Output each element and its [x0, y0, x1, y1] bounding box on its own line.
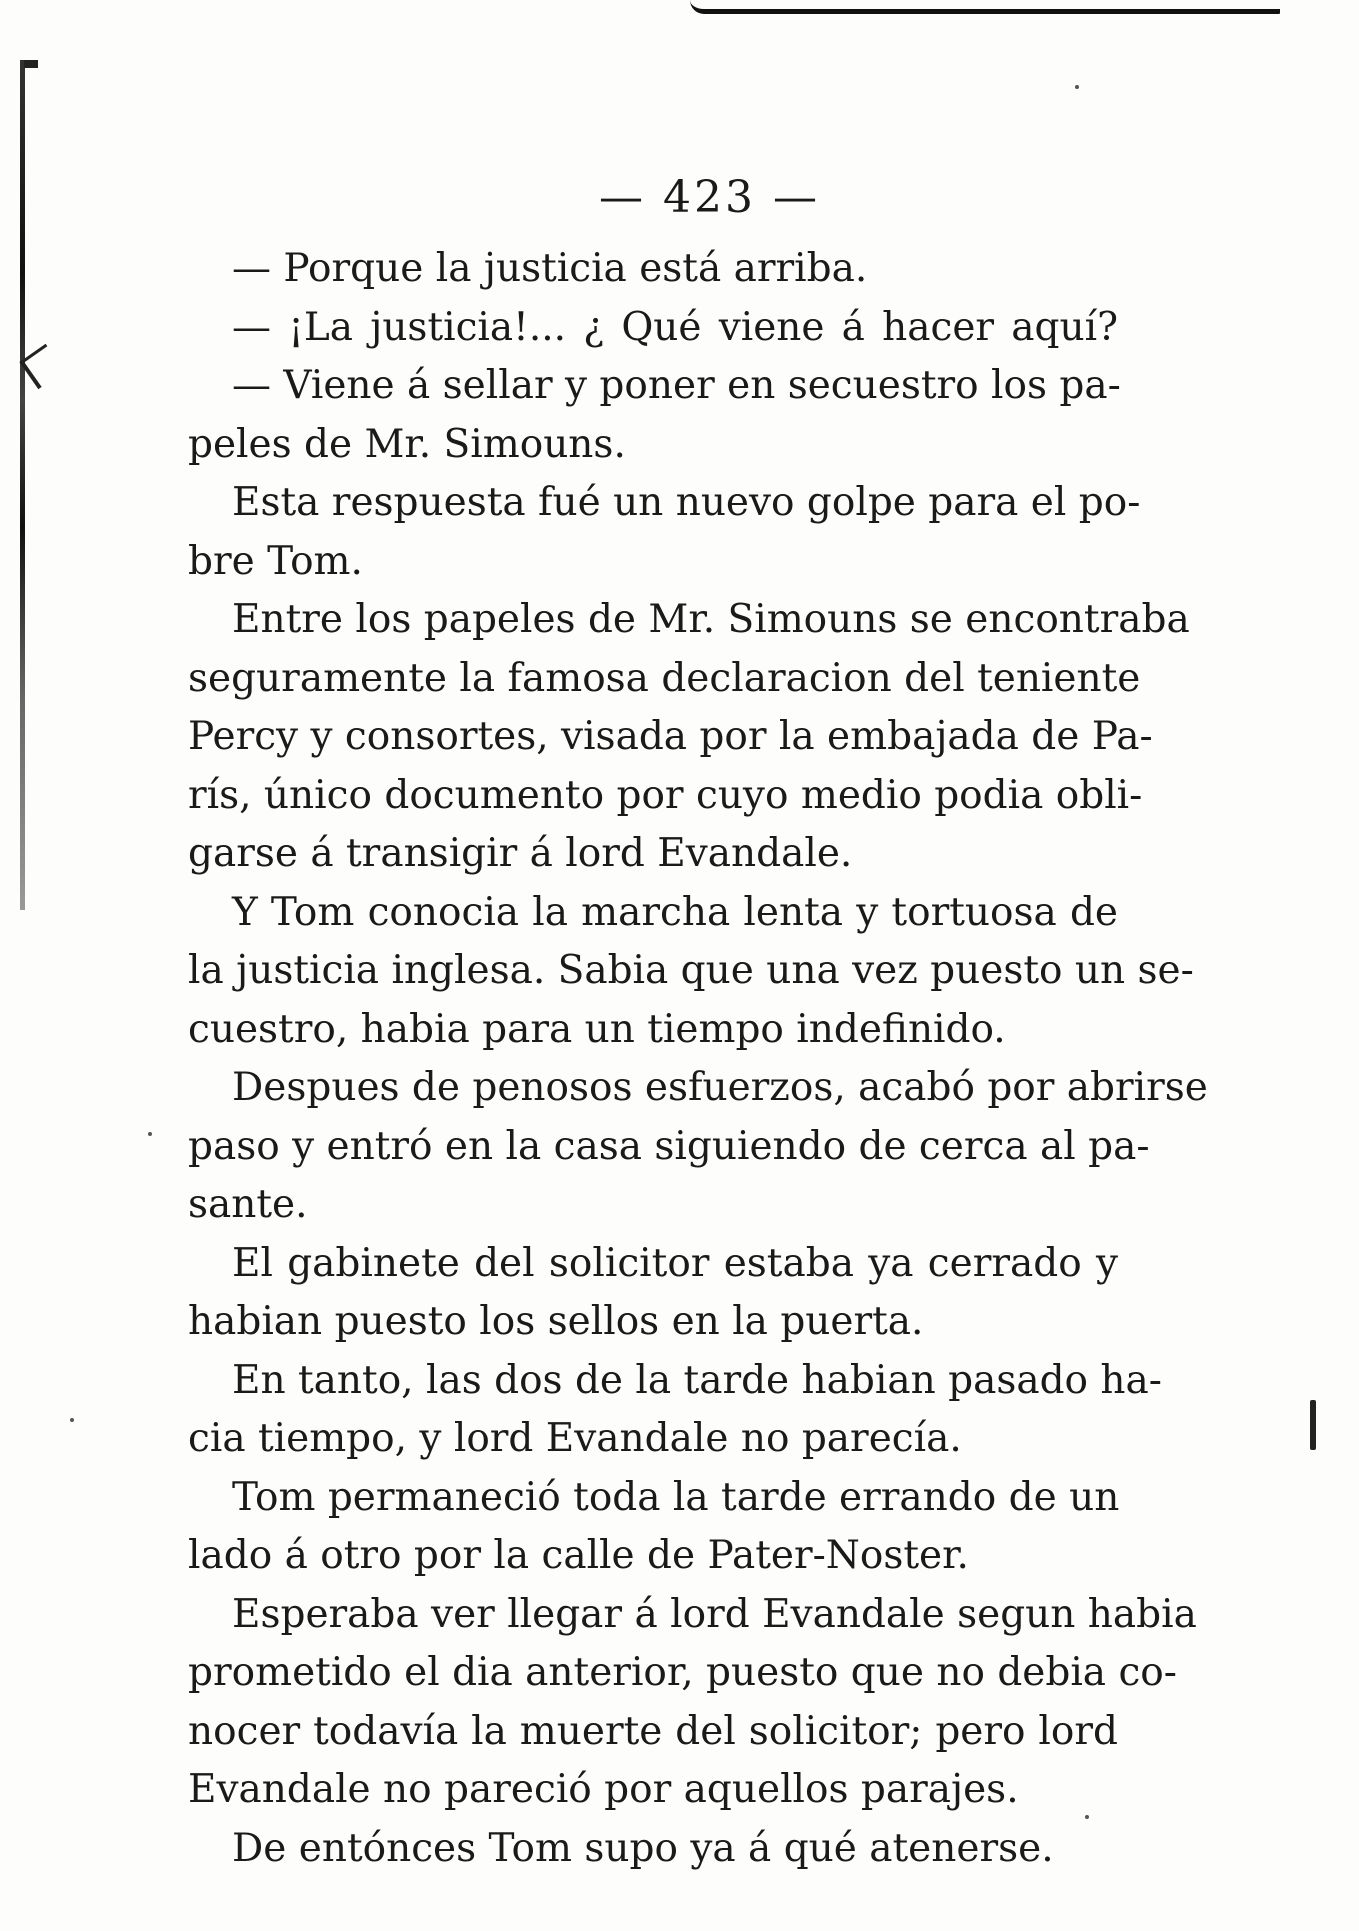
scan-edge-rule	[690, 0, 1280, 14]
text-line: paso y entró en la casa siguiendo de cerca al pa-	[188, 1123, 1150, 1169]
text-line: rís, único documento por cuyo medio podia obli-	[188, 772, 1143, 818]
text-line: Evandale no pareció por aquellos parajes.	[188, 1767, 1019, 1812]
text-line: Entre los papeles de Mr. Simouns se encontraba	[232, 597, 1190, 642]
scan-speck	[148, 1132, 152, 1136]
text-line: nocer todavía la muerte del solicitor; pero lord	[188, 1708, 1118, 1754]
text-line: De entónces Tom supo ya á qué atenerse.	[232, 1825, 1054, 1871]
text-line: — Viene á sellar y poner en secuestro los pa-	[232, 363, 1121, 408]
text-line: Esta respuesta fué un nuevo golpe para el po-	[232, 480, 1141, 525]
scan-binding-shadow	[20, 60, 25, 910]
page-number: — 423 —	[599, 172, 820, 223]
body-text	[188, 240, 1208, 1878]
text-line: Percy y consortes, visada por la embajada de Pa-	[188, 714, 1153, 759]
text-line: la justicia inglesa. Sabia que una vez puesto un se-	[188, 948, 1194, 993]
text-line: En tanto, las dos de la tarde habian pasado ha-	[232, 1357, 1162, 1403]
text-line: lado á otro por la calle de Pater-Noster.	[188, 1533, 969, 1578]
text-line: peles de Mr. Simouns.	[188, 421, 626, 467]
text-line: El gabinete del solicitor estaba ya cerrado y	[232, 1240, 1118, 1286]
text-line: Esperaba ver llegar á lord Evandale segun habia	[232, 1591, 1197, 1637]
text-line: bre Tom.	[188, 538, 363, 584]
text-line: garse á transigir á lord Evandale.	[188, 831, 853, 876]
text-line: Tom permaneció toda la tarde errando de un	[232, 1474, 1120, 1520]
scan-speck	[70, 1418, 74, 1422]
text-line: Despues de penosos esfuerzos, acabó por abrirse	[232, 1065, 1208, 1110]
text-line: sante.	[188, 1182, 308, 1227]
text-line: cia tiempo, y lord Evandale no parecía.	[188, 1416, 962, 1461]
text-line: — ¡La justicia!... ¿ Qué viene á hacer aquí?	[232, 304, 1118, 350]
scan-binding-tick	[24, 60, 38, 68]
text-line: Y Tom conocia la marcha lenta y tortuosa de	[232, 889, 1118, 935]
scan-speck	[1310, 1400, 1316, 1450]
text-line: cuestro, habia para un tiempo indefinido.	[188, 1006, 1006, 1052]
text-line: prometido el dia anterior, puesto que no debia co-	[188, 1650, 1177, 1695]
text-line: habian puesto los sellos en la puerta.	[188, 1299, 924, 1344]
scan-margin-mark	[19, 344, 64, 389]
text-line: — Porque la justicia está arriba.	[232, 246, 868, 291]
scan-speck	[1075, 85, 1079, 89]
text-line: seguramente la famosa declaracion del teniente	[188, 655, 1141, 701]
